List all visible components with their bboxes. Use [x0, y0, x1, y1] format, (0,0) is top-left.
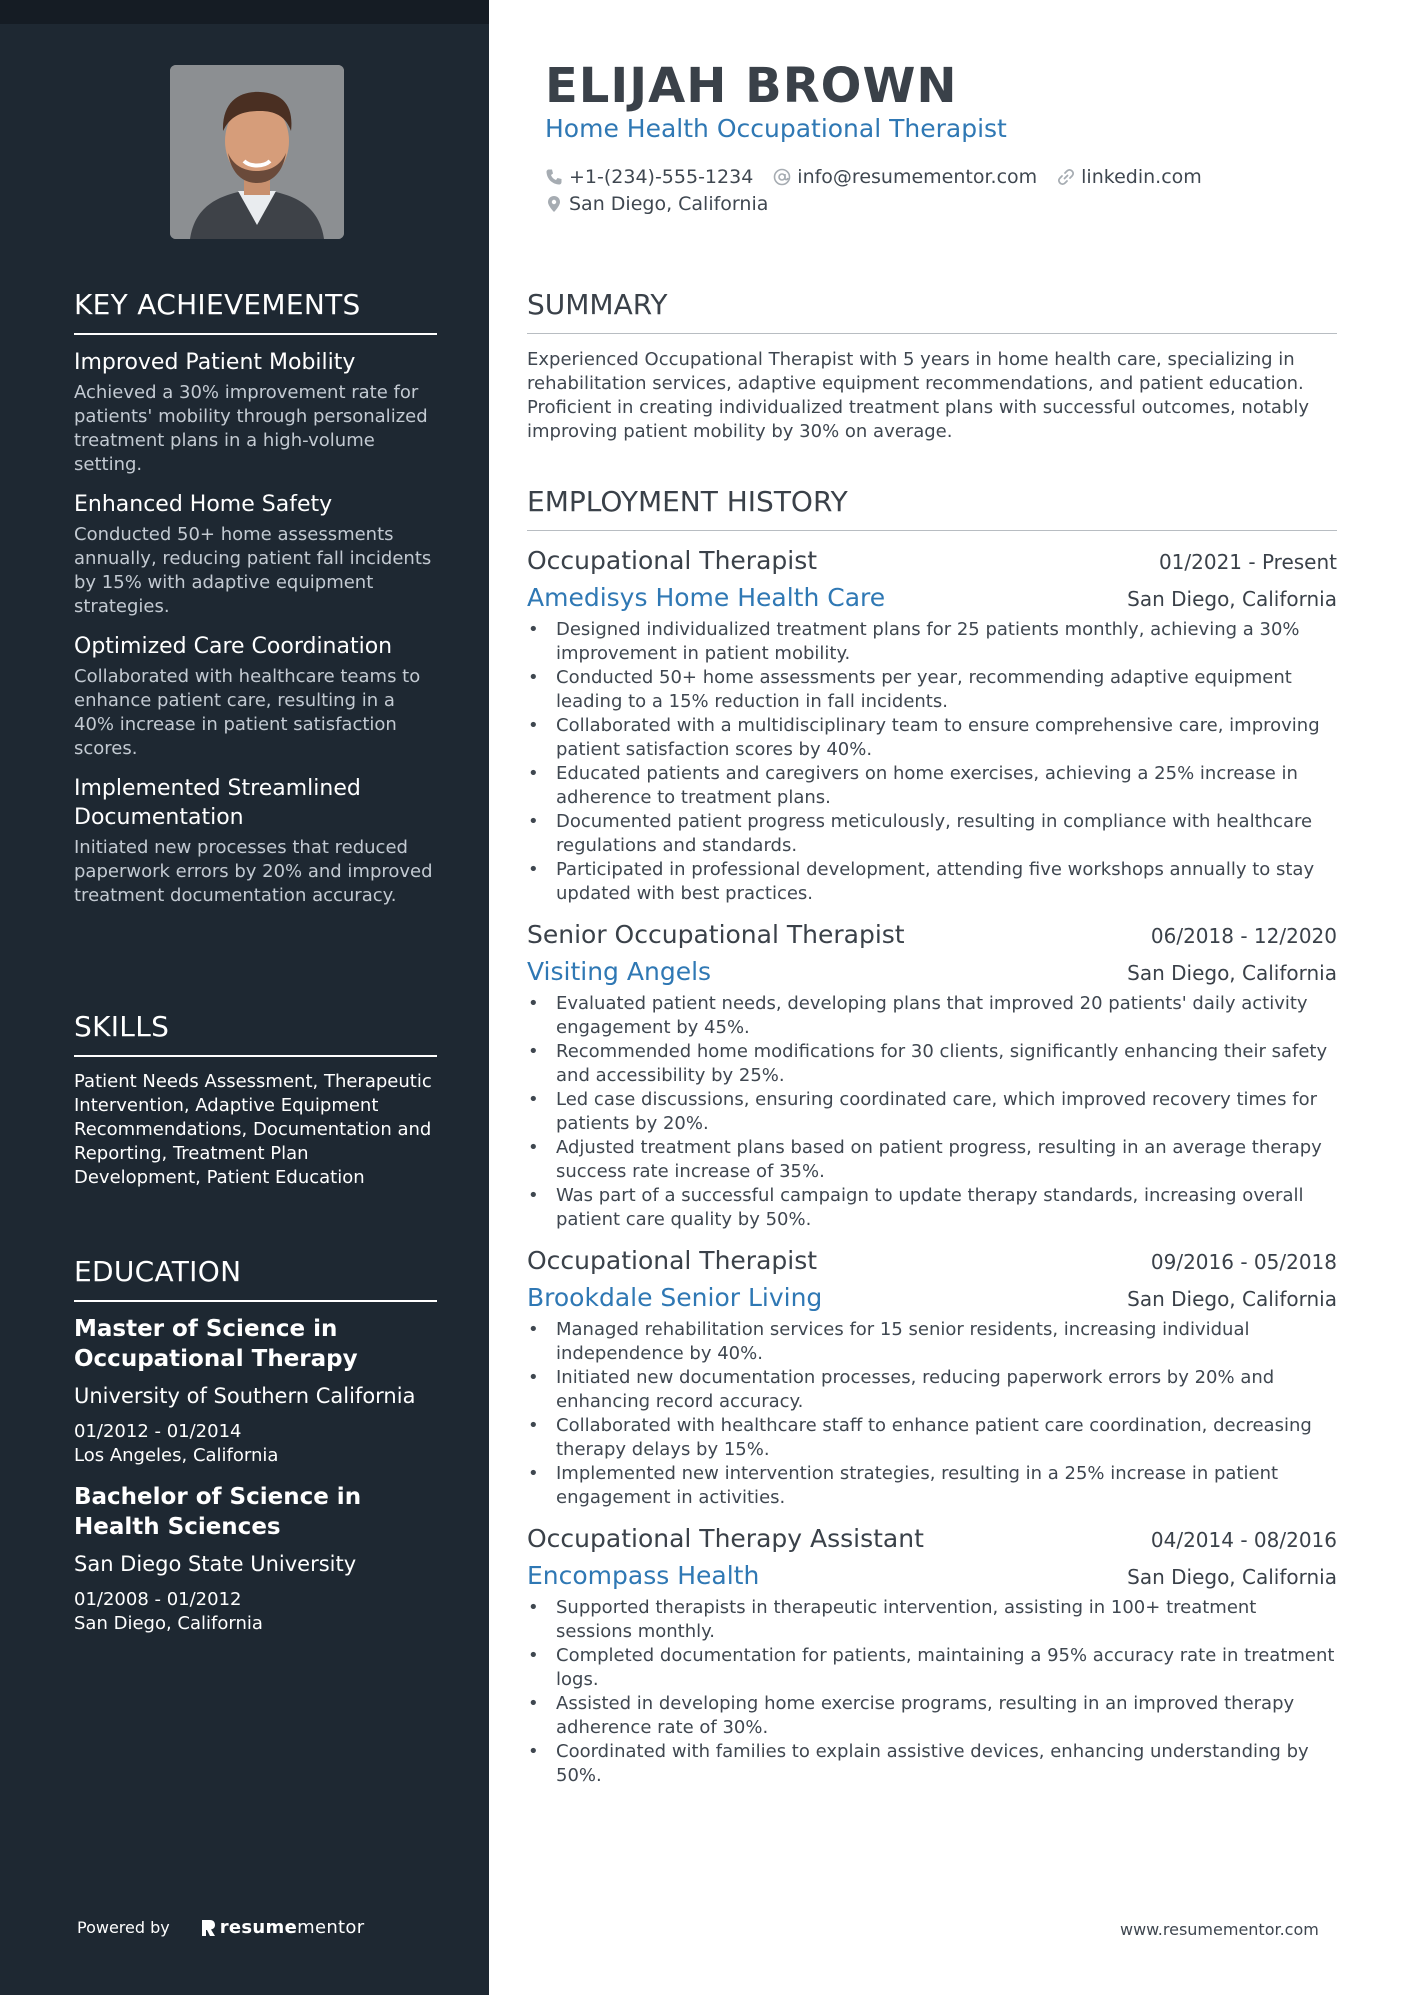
education-school: San Diego State University: [74, 1552, 357, 1576]
job-company: Amedisys Home Health Care: [527, 583, 886, 612]
achievements-heading: KEY ACHIEVEMENTS: [74, 288, 437, 335]
job-bullet: • Initiated new documentation processes, reducing paperwork errors by 20% and enhancing record accuracy.: [527, 1366, 1337, 1414]
brand-word-mentor: mentor: [297, 1917, 365, 1938]
education-degree: Bachelor of Science in Health Sciences: [74, 1484, 362, 1540]
linkedin-text: linkedin.com: [1081, 165, 1202, 188]
powered-by-label: Powered by: [77, 1918, 170, 1937]
job-company-row: [527, 954, 1337, 990]
education-location: San Diego, California: [74, 1613, 263, 1634]
candidate-title: Home Health Occupational Therapist: [545, 114, 1007, 143]
summary-text: Experienced Occupational Therapist with 5 years in home health care, specializing in rehabilitation services, adaptive equipment recommendations, and patient education. Proficient in creating individualized treatment plans with successful outcomes, notably improving patient mobility by 30% on average.: [527, 349, 1310, 442]
job-role: Occupational Therapist: [527, 1246, 818, 1275]
skills-list: Patient Needs Assessment, Therapeutic Intervention, Adaptive Equipment Recommendations, Documentation and Reporting, Treatment Plan Development, Patient Education: [74, 1071, 432, 1188]
brand-word-resume: resume: [219, 1917, 298, 1938]
job-header-row: [527, 542, 1337, 580]
contact-email[interactable]: [773, 166, 1037, 188]
job-dates: 06/2018 - 12/2020: [1150, 924, 1337, 948]
job-bullet: • Conducted 50+ home assessments per year, recommending adaptive equipment leading to a 15% reduction in fall incidents.: [527, 666, 1337, 714]
education-section: [74, 1255, 437, 1636]
powered-by: [77, 1917, 364, 1938]
job-header-row: [527, 916, 1337, 954]
job-company-row: [527, 1558, 1337, 1594]
contact-linkedin[interactable]: [1057, 166, 1202, 188]
job-dates: 09/2016 - 05/2018: [1150, 1250, 1337, 1274]
achievement-item: [74, 348, 437, 477]
contact-location: [545, 193, 768, 215]
job-company: Brookdale Senior Living: [527, 1283, 823, 1312]
achievement-title: Enhanced Home Safety: [74, 492, 333, 517]
education-dates: 01/2012 - 01/2014: [74, 1421, 242, 1442]
job-entry: [527, 542, 1337, 906]
phone-icon: [545, 168, 563, 186]
profile-photo-illustration: [170, 65, 344, 239]
achievement-item: [74, 632, 437, 761]
job-bullet: • Participated in professional development, attending five workshops annually to stay updated with best practices.: [527, 858, 1337, 906]
footer-url[interactable]: www.resumementor.com: [1120, 1920, 1319, 1939]
job-bullet: • Educated patients and caregivers on home exercises, achieving a 25% increase in adherence to treatment plans.: [527, 762, 1337, 810]
job-bullet: • Supported therapists in therapeutic intervention, assisting in 100+ treatment sessions monthly.: [527, 1596, 1337, 1644]
job-location: San Diego, California: [1127, 961, 1337, 985]
job-bullet: • Evaluated patient needs, developing plans that improved 20 patients' daily activity engagement by 45%.: [527, 992, 1337, 1040]
sidebar: [0, 0, 489, 1995]
email-text: info@resumementor.com: [797, 165, 1038, 188]
education-meta: [74, 1588, 437, 1636]
achievement-title: Improved Patient Mobility: [74, 350, 356, 375]
achievement-item: [74, 490, 437, 619]
job-bullet: • Collaborated with a multidisciplinary team to ensure comprehensive care, improving patient satisfaction scores by 40%.: [527, 714, 1337, 762]
job-role: Senior Occupational Therapist: [527, 920, 905, 949]
achievement-desc: Achieved a 30% improvement rate for patients' mobility through personalized treatment plans in a high-volume setting.: [74, 382, 428, 475]
job-bullet: • Collaborated with healthcare staff to enhance patient care coordination, decreasing therapy delays by 15%.: [527, 1414, 1337, 1462]
job-role: Occupational Therapist: [527, 546, 818, 575]
job-bullet: • Coordinated with families to explain assistive devices, enhancing understanding by 50%.: [527, 1740, 1337, 1788]
employment-heading: EMPLOYMENT HISTORY: [527, 485, 1337, 531]
job-location: San Diego, California: [1127, 1565, 1337, 1589]
skills-heading: SKILLS: [74, 1010, 437, 1057]
achievement-item: [74, 774, 437, 908]
contact-row: [545, 163, 1222, 190]
link-icon: [1057, 168, 1075, 186]
job-bullet: • Designed individualized treatment plans for 25 patients monthly, achieving a 30% improvement in patient mobility.: [527, 618, 1337, 666]
job-bullet: • Recommended home modifications for 30 clients, significantly enhancing their safety and accessibility by 25%.: [527, 1040, 1337, 1088]
contact-row: [545, 190, 1222, 217]
job-bullets: [527, 1318, 1337, 1510]
job-entry: [527, 1242, 1337, 1510]
education-meta: [74, 1420, 437, 1468]
candidate-name: ELIJAH BROWN: [545, 58, 958, 114]
achievement-desc: Collaborated with healthcare teams to enhance patient care, resulting in a 40% increase in patient satisfaction scores.: [74, 666, 421, 759]
brand-mark-icon: [200, 1918, 216, 1938]
education-dates: 01/2008 - 01/2012: [74, 1589, 242, 1610]
contact-info: [545, 163, 1222, 217]
job-entry: [527, 1520, 1337, 1788]
achievement-title: Optimized Care Coordination: [74, 634, 393, 659]
job-company: Visiting Angels: [527, 957, 712, 986]
contact-phone[interactable]: [545, 166, 753, 188]
job-company-row: [527, 1280, 1337, 1316]
job-role: Occupational Therapy Assistant: [527, 1524, 924, 1553]
location-text: San Diego, California: [569, 192, 769, 215]
job-bullet: • Implemented new intervention strategies, resulting in a 25% increase in patient engagement in activities.: [527, 1462, 1337, 1510]
job-bullets: [527, 1596, 1337, 1788]
employment-list: [527, 542, 1337, 1798]
education-item: [74, 1482, 437, 1636]
brand-logo[interactable]: [200, 1917, 365, 1938]
job-bullets: [527, 992, 1337, 1232]
job-header-row: [527, 1242, 1337, 1280]
pin-icon: [545, 195, 563, 213]
job-entry: [527, 916, 1337, 1232]
profile-photo: [170, 65, 344, 239]
job-dates: 04/2014 - 08/2016: [1150, 1528, 1337, 1552]
at-icon: [773, 168, 791, 186]
phone-text: +1-(234)-555-1234: [569, 165, 754, 188]
education-degree: Master of Science in Occupational Therapy: [74, 1316, 358, 1372]
education-heading: EDUCATION: [74, 1255, 437, 1302]
achievement-desc: Conducted 50+ home assessments annually, reducing patient fall incidents by 15% with adaptive equipment strategies.: [74, 524, 432, 617]
education-item: [74, 1314, 437, 1468]
job-dates: 01/2021 - Present: [1158, 550, 1337, 574]
job-location: San Diego, California: [1127, 1287, 1337, 1311]
job-bullet: • Was part of a successful campaign to update therapy standards, increasing overall patient care quality by 50%.: [527, 1184, 1337, 1232]
education-location: Los Angeles, California: [74, 1445, 279, 1466]
job-bullets: [527, 618, 1337, 906]
job-bullet: • Completed documentation for patients, maintaining a 95% accuracy rate in treatment logs.: [527, 1644, 1337, 1692]
sidebar-top-bar: [0, 0, 489, 24]
job-bullet: • Managed rehabilitation services for 15 senior residents, increasing individual independence by 40%.: [527, 1318, 1337, 1366]
job-bullet: • Assisted in developing home exercise programs, resulting in an improved therapy adherence rate of 30%.: [527, 1692, 1337, 1740]
job-bullet: • Documented patient progress meticulously, resulting in compliance with healthcare regulations and standards.: [527, 810, 1337, 858]
achievement-title: Implemented Streamlined Documentation: [74, 776, 361, 830]
achievements-section: [74, 288, 437, 908]
job-bullet: • Led case discussions, ensuring coordinated care, which improved recovery times for patients by 20%.: [527, 1088, 1337, 1136]
education-school: University of Southern California: [74, 1384, 416, 1408]
summary-heading: SUMMARY: [527, 288, 1337, 334]
job-header-row: [527, 1520, 1337, 1558]
job-company: Encompass Health: [527, 1561, 760, 1590]
skills-section: [74, 1010, 437, 1190]
job-location: San Diego, California: [1127, 587, 1337, 611]
job-bullet: • Adjusted treatment plans based on patient progress, resulting in an average therapy success rate increase of 35%.: [527, 1136, 1337, 1184]
achievement-desc: Initiated new processes that reduced paperwork errors by 20% and improved treatment documentation accuracy.: [74, 837, 433, 906]
job-company-row: [527, 580, 1337, 616]
